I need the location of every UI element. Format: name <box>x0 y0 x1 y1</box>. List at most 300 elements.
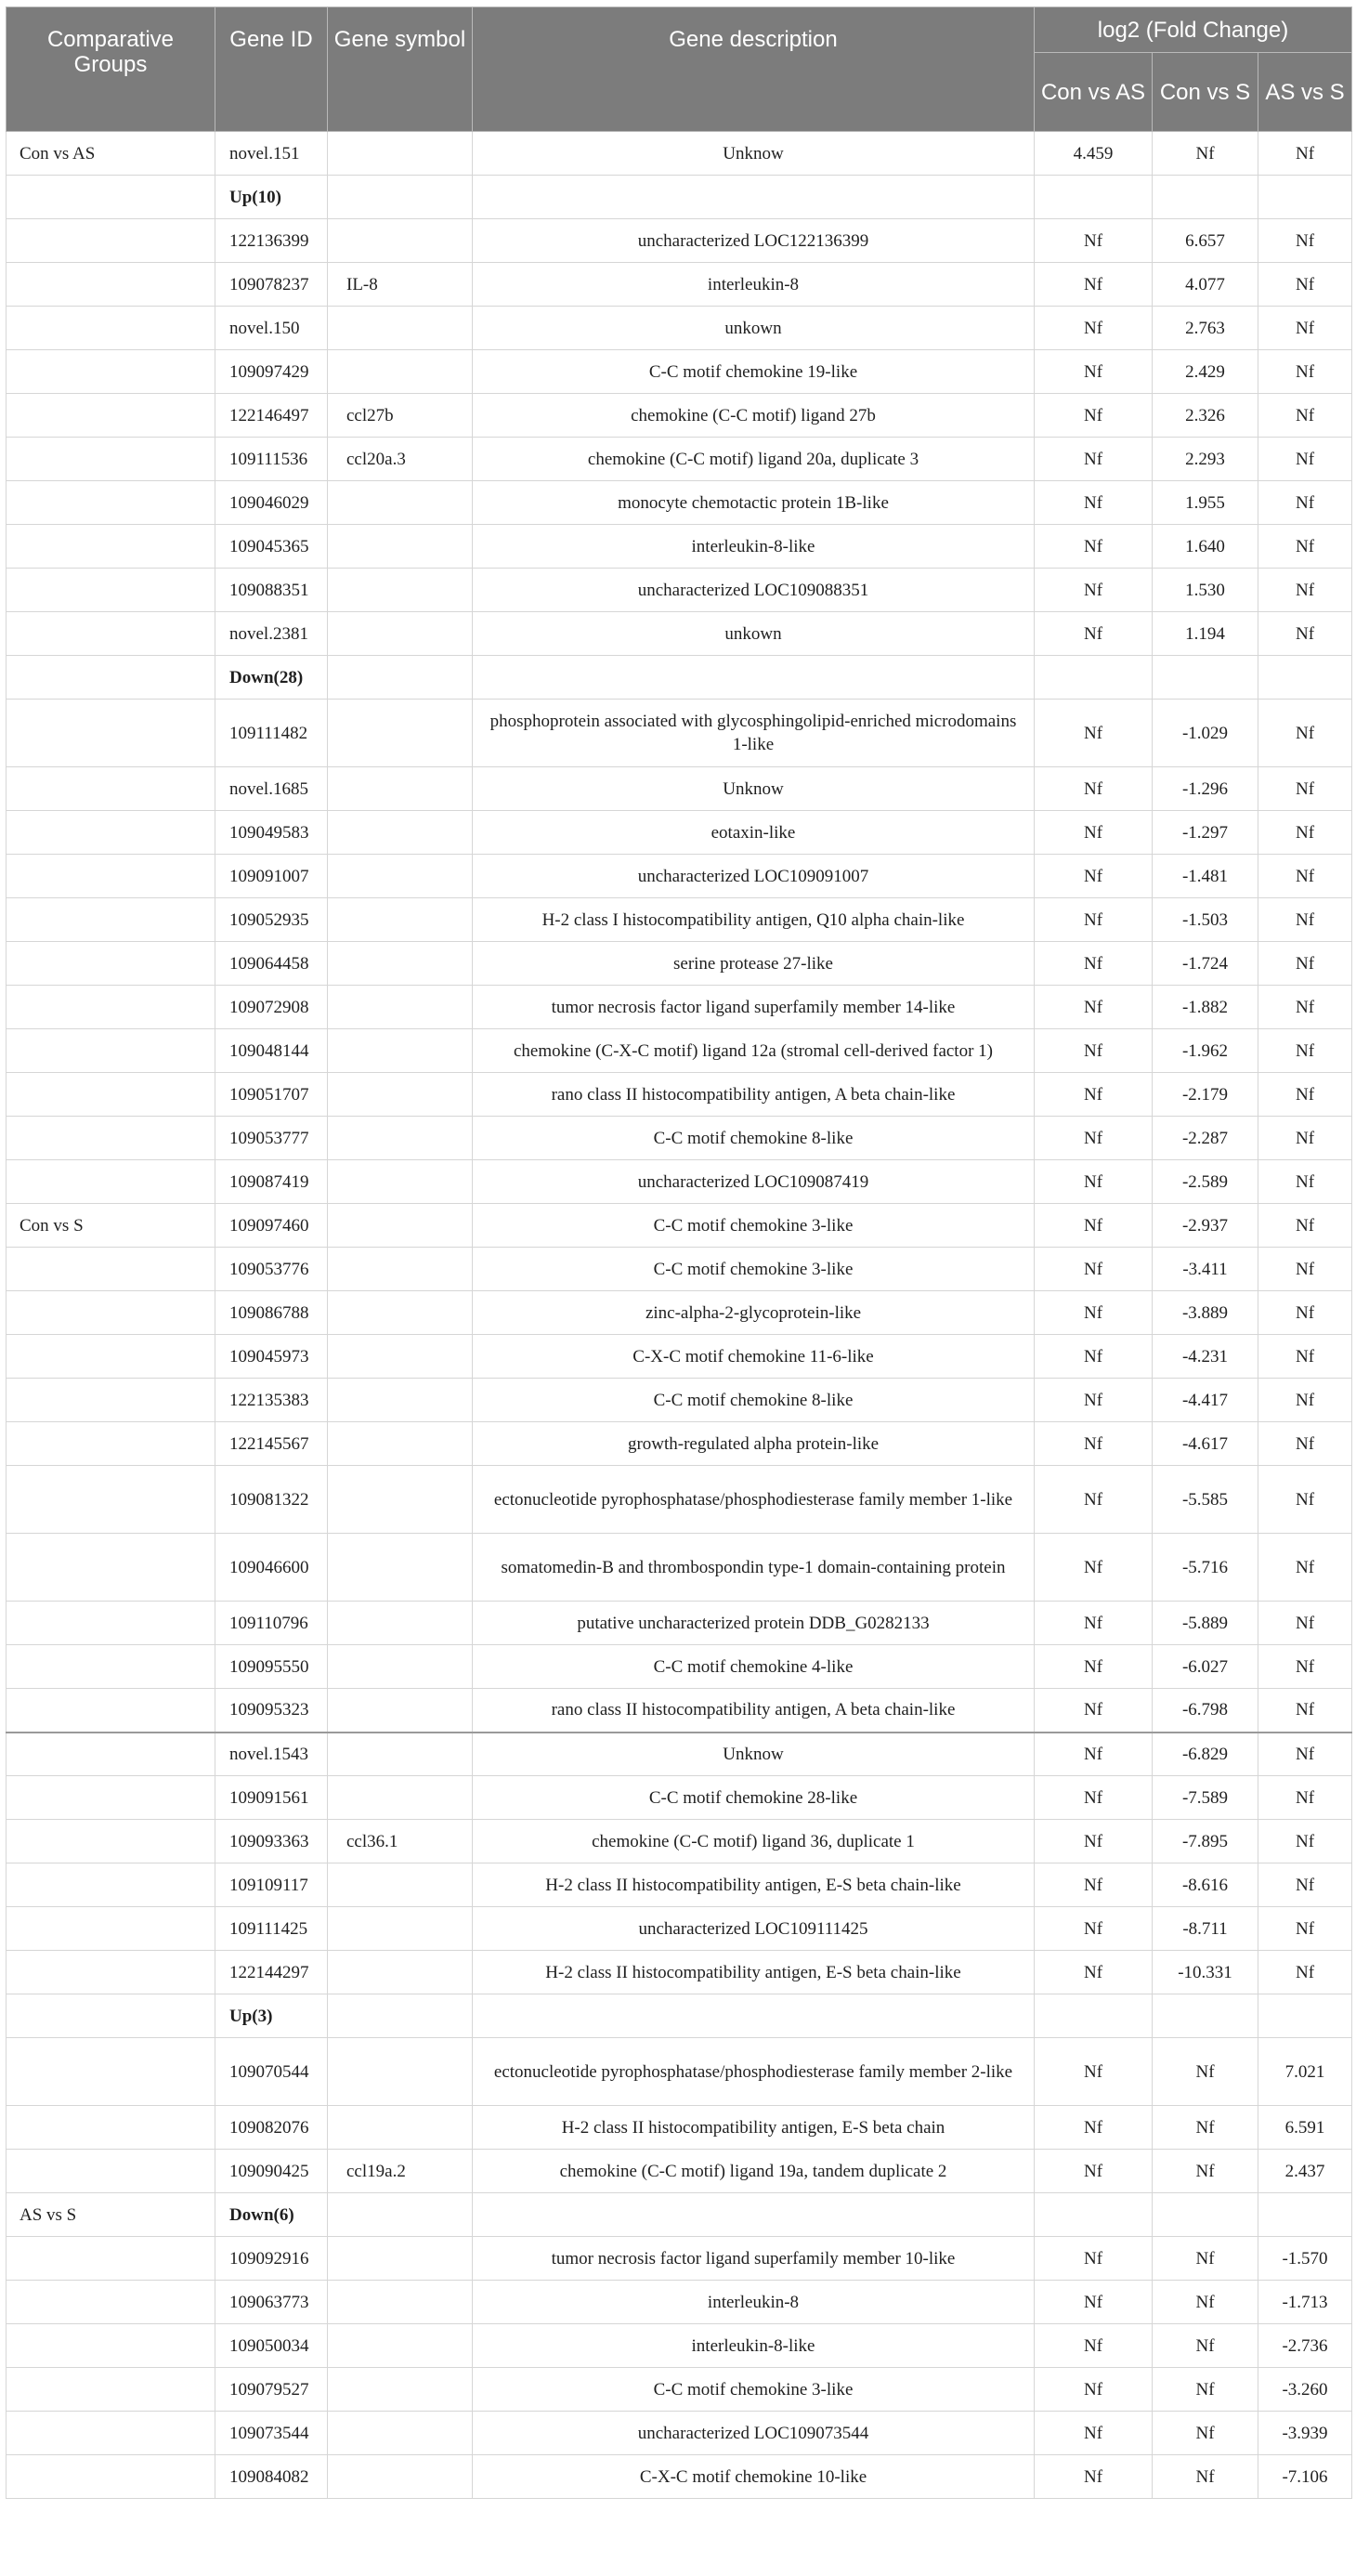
con-vs-s-value: 1.530 <box>1153 569 1258 612</box>
gene-symbol-cell <box>328 2412 473 2455</box>
con-vs-as-value: Nf <box>1035 1645 1153 1689</box>
gene-description-cell: somatomedin-B and thrombospondin type-1 domain-containing protein <box>473 1534 1035 1602</box>
as-vs-s-value: Nf <box>1258 1820 1352 1863</box>
table-row <box>7 525 1352 569</box>
gene-description-cell <box>473 1994 1035 2038</box>
con-vs-s-value: -6.829 <box>1153 1733 1258 1776</box>
gene-symbol-cell <box>328 1534 473 1602</box>
gene-id-cell: 109053776 <box>215 1248 328 1291</box>
gene-description-cell: eotaxin-like <box>473 811 1035 855</box>
con-vs-as-value: Nf <box>1035 350 1153 394</box>
gene-description-cell: C-C motif chemokine 3-like <box>473 2368 1035 2412</box>
comparative-group-cell <box>7 1422 215 1466</box>
comparative-group-cell <box>7 1951 215 1994</box>
con-vs-as-value: Nf <box>1035 1534 1153 1602</box>
con-vs-as-value: Nf <box>1035 394 1153 438</box>
comparative-group-cell <box>7 1907 215 1951</box>
gene-description-cell: interleukin-8 <box>473 2281 1035 2324</box>
table-row <box>7 1204 1352 1248</box>
as-vs-s-value: Nf <box>1258 307 1352 350</box>
as-vs-s-value: Nf <box>1258 1117 1352 1160</box>
comparative-group-cell <box>7 2455 215 2499</box>
con-vs-s-value: 2.763 <box>1153 307 1258 350</box>
as-vs-s-value: Nf <box>1258 132 1352 176</box>
as-vs-s-value: Nf <box>1258 811 1352 855</box>
gene-description-cell: uncharacterized LOC122136399 <box>473 219 1035 263</box>
comparative-group-cell <box>7 2038 215 2106</box>
as-vs-s-value <box>1258 176 1352 219</box>
table-row <box>7 1029 1352 1073</box>
table-row <box>7 898 1352 942</box>
gene-description-cell: interleukin-8-like <box>473 525 1035 569</box>
comparative-group-cell <box>7 219 215 263</box>
gene-description-cell: Unknow <box>473 132 1035 176</box>
gene-id-cell: 109084082 <box>215 2455 328 2499</box>
comparative-group-cell <box>7 394 215 438</box>
comparative-group-cell <box>7 307 215 350</box>
gene-description-cell: growth-regulated alpha protein-like <box>473 1422 1035 1466</box>
as-vs-s-value: Nf <box>1258 1466 1352 1534</box>
table-row <box>7 2106 1352 2150</box>
gene-symbol-cell <box>328 2038 473 2106</box>
table-row <box>7 986 1352 1029</box>
gene-symbol-cell <box>328 1907 473 1951</box>
comparative-group-cell <box>7 1160 215 1204</box>
as-vs-s-value: Nf <box>1258 1733 1352 1776</box>
header-log2-fold-change: log2 (Fold Change) <box>1035 7 1352 53</box>
as-vs-s-value: -1.570 <box>1258 2237 1352 2281</box>
table-row <box>7 263 1352 307</box>
con-vs-s-value: -1.962 <box>1153 1029 1258 1073</box>
con-vs-as-value: Nf <box>1035 811 1153 855</box>
as-vs-s-value: Nf <box>1258 1776 1352 1820</box>
gene-id-cell: Down(28) <box>215 656 328 700</box>
table-row <box>7 2368 1352 2412</box>
gene-id-cell: novel.1543 <box>215 1733 328 1776</box>
gene-description-cell <box>473 2193 1035 2237</box>
table-row <box>7 481 1352 525</box>
con-vs-as-value: Nf <box>1035 1117 1153 1160</box>
as-vs-s-value: Nf <box>1258 1907 1352 1951</box>
gene-description-cell: rano class II histocompatibility antigen, A beta chain-like <box>473 1073 1035 1117</box>
con-vs-s-value: 2.429 <box>1153 350 1258 394</box>
gene-id-cell: novel.2381 <box>215 612 328 656</box>
gene-symbol-cell <box>328 525 473 569</box>
gene-symbol-cell <box>328 1335 473 1379</box>
table-row <box>7 1820 1352 1863</box>
con-vs-as-value: Nf <box>1035 1602 1153 1645</box>
table-row <box>7 1248 1352 1291</box>
gene-id-cell: 122136399 <box>215 219 328 263</box>
comparative-group-cell <box>7 1863 215 1907</box>
gene-id-cell: 109111482 <box>215 700 328 767</box>
gene-description-cell <box>473 176 1035 219</box>
con-vs-s-value: -6.027 <box>1153 1645 1258 1689</box>
con-vs-as-value <box>1035 2193 1153 2237</box>
con-vs-as-value: Nf <box>1035 942 1153 986</box>
con-vs-s-value: 2.293 <box>1153 438 1258 481</box>
as-vs-s-value: Nf <box>1258 1291 1352 1335</box>
gene-description-cell: C-C motif chemokine 8-like <box>473 1117 1035 1160</box>
gene-id-cell: 109049583 <box>215 811 328 855</box>
con-vs-s-value: -4.231 <box>1153 1335 1258 1379</box>
comparative-group-cell <box>7 1776 215 1820</box>
as-vs-s-value: Nf <box>1258 1379 1352 1422</box>
con-vs-as-value: Nf <box>1035 700 1153 767</box>
gene-id-cell: 122135383 <box>215 1379 328 1422</box>
subgroup-row <box>7 2193 1352 2237</box>
gene-description-cell: unkown <box>473 612 1035 656</box>
subgroup-row <box>7 176 1352 219</box>
gene-id-cell: 109097429 <box>215 350 328 394</box>
gene-symbol-cell <box>328 2106 473 2150</box>
con-vs-as-value: Nf <box>1035 1951 1153 1994</box>
gene-description-cell: serine protease 27-like <box>473 942 1035 986</box>
gene-id-cell: Up(3) <box>215 1994 328 2038</box>
con-vs-s-value: -7.589 <box>1153 1776 1258 1820</box>
con-vs-s-value: -3.889 <box>1153 1291 1258 1335</box>
gene-id-cell: 109111425 <box>215 1907 328 1951</box>
gene-symbol-cell <box>328 1379 473 1422</box>
as-vs-s-value <box>1258 656 1352 700</box>
table-row <box>7 1466 1352 1534</box>
gene-description-cell: ectonucleotide pyrophosphatase/phosphodiesterase family member 2-like <box>473 2038 1035 2106</box>
table-row <box>7 1534 1352 1602</box>
table-row <box>7 767 1352 811</box>
gene-description-cell: H-2 class II histocompatibility antigen, E-S beta chain-like <box>473 1863 1035 1907</box>
gene-id-cell: 109052935 <box>215 898 328 942</box>
con-vs-as-value: Nf <box>1035 1160 1153 1204</box>
table-row <box>7 219 1352 263</box>
comparative-group-cell <box>7 1029 215 1073</box>
con-vs-s-value: Nf <box>1153 2106 1258 2150</box>
gene-id-cell: 109110796 <box>215 1602 328 1645</box>
gene-description-cell: uncharacterized LOC109088351 <box>473 569 1035 612</box>
comparative-group-cell <box>7 2368 215 2412</box>
comparative-group-cell <box>7 2324 215 2368</box>
comparative-group-cell <box>7 2281 215 2324</box>
gene-id-cell: 109109117 <box>215 1863 328 1907</box>
as-vs-s-value: Nf <box>1258 481 1352 525</box>
gene-id-cell: 109079527 <box>215 2368 328 2412</box>
gene-symbol-cell <box>328 1689 473 1733</box>
gene-description-cell <box>473 656 1035 700</box>
con-vs-as-value: Nf <box>1035 2368 1153 2412</box>
as-vs-s-value: -2.736 <box>1258 2324 1352 2368</box>
gene-symbol-cell: ccl20a.3 <box>328 438 473 481</box>
con-vs-as-value: Nf <box>1035 2150 1153 2193</box>
gene-description-cell: ectonucleotide pyrophosphatase/phosphodiesterase family member 1-like <box>473 1466 1035 1534</box>
gene-symbol-cell <box>328 307 473 350</box>
gene-symbol-cell <box>328 2193 473 2237</box>
gene-description-cell: C-C motif chemokine 3-like <box>473 1204 1035 1248</box>
con-vs-as-value: Nf <box>1035 986 1153 1029</box>
gene-id-cell: 109073544 <box>215 2412 328 2455</box>
con-vs-as-value: Nf <box>1035 1422 1153 1466</box>
gene-description-cell: chemokine (C-C motif) ligand 20a, duplicate 3 <box>473 438 1035 481</box>
gene-id-cell: 109090425 <box>215 2150 328 2193</box>
table-row <box>7 1776 1352 1820</box>
gene-symbol-cell <box>328 2237 473 2281</box>
table-row <box>7 1073 1352 1117</box>
con-vs-as-value: Nf <box>1035 1689 1153 1733</box>
con-vs-as-value: Nf <box>1035 1248 1153 1291</box>
as-vs-s-value <box>1258 2193 1352 2237</box>
gene-description-cell: tumor necrosis factor ligand superfamily member 14-like <box>473 986 1035 1029</box>
con-vs-as-value: Nf <box>1035 569 1153 612</box>
gene-symbol-cell <box>328 942 473 986</box>
con-vs-s-value: Nf <box>1153 2038 1258 2106</box>
con-vs-as-value: Nf <box>1035 2281 1153 2324</box>
gene-description-cell: H-2 class I histocompatibility antigen, Q10 alpha chain-like <box>473 898 1035 942</box>
as-vs-s-value: Nf <box>1258 1335 1352 1379</box>
comparative-group-cell <box>7 481 215 525</box>
table-row <box>7 1422 1352 1466</box>
gene-symbol-cell <box>328 811 473 855</box>
gene-symbol-cell <box>328 481 473 525</box>
as-vs-s-value: Nf <box>1258 700 1352 767</box>
header-con-vs-s: Con vs S <box>1153 53 1258 132</box>
comparative-group-cell <box>7 767 215 811</box>
gene-description-cell: interleukin-8 <box>473 263 1035 307</box>
gene-description-cell: C-X-C motif chemokine 10-like <box>473 2455 1035 2499</box>
comparative-group-cell <box>7 700 215 767</box>
gene-id-cell: Down(6) <box>215 2193 328 2237</box>
gene-symbol-cell <box>328 1422 473 1466</box>
con-vs-as-value: Nf <box>1035 1466 1153 1534</box>
comparative-group-cell <box>7 438 215 481</box>
table-row <box>7 1907 1352 1951</box>
con-vs-as-value: Nf <box>1035 2412 1153 2455</box>
con-vs-s-value: -6.798 <box>1153 1689 1258 1733</box>
gene-id-cell: 109046600 <box>215 1534 328 1602</box>
as-vs-s-value: Nf <box>1258 767 1352 811</box>
con-vs-s-value: -1.503 <box>1153 898 1258 942</box>
gene-symbol-cell <box>328 1863 473 1907</box>
table-row <box>7 1160 1352 1204</box>
con-vs-s-value: -1.882 <box>1153 986 1258 1029</box>
con-vs-s-value: -1.724 <box>1153 942 1258 986</box>
gene-symbol-cell <box>328 1248 473 1291</box>
con-vs-s-value: -8.616 <box>1153 1863 1258 1907</box>
con-vs-as-value: Nf <box>1035 438 1153 481</box>
con-vs-s-value: Nf <box>1153 132 1258 176</box>
as-vs-s-value: Nf <box>1258 394 1352 438</box>
gene-description-cell: rano class II histocompatibility antigen, A beta chain-like <box>473 1689 1035 1733</box>
gene-description-cell: tumor necrosis factor ligand superfamily member 10-like <box>473 2237 1035 2281</box>
gene-symbol-cell <box>328 132 473 176</box>
as-vs-s-value: Nf <box>1258 1029 1352 1073</box>
comparative-group-cell <box>7 2412 215 2455</box>
table-row <box>7 438 1352 481</box>
con-vs-as-value: Nf <box>1035 2324 1153 2368</box>
gene-symbol-cell <box>328 1029 473 1073</box>
con-vs-s-value: -7.895 <box>1153 1820 1258 1863</box>
con-vs-s-value: -1.481 <box>1153 855 1258 898</box>
comparative-group-cell: Con vs AS <box>7 132 215 176</box>
con-vs-s-value: Nf <box>1153 2150 1258 2193</box>
gene-symbol-cell: ccl27b <box>328 394 473 438</box>
header-con-vs-as: Con vs AS <box>1035 53 1153 132</box>
as-vs-s-value: Nf <box>1258 1645 1352 1689</box>
gene-id-cell: 109046029 <box>215 481 328 525</box>
gene-symbol-cell: ccl36.1 <box>328 1820 473 1863</box>
con-vs-as-value: Nf <box>1035 481 1153 525</box>
con-vs-as-value: Nf <box>1035 1733 1153 1776</box>
comparative-group-cell <box>7 986 215 1029</box>
table-row <box>7 1379 1352 1422</box>
con-vs-as-value: Nf <box>1035 2106 1153 2150</box>
gene-description-cell: C-C motif chemokine 19-like <box>473 350 1035 394</box>
con-vs-s-value: Nf <box>1153 2368 1258 2412</box>
table-row <box>7 855 1352 898</box>
gene-id-cell: 109097460 <box>215 1204 328 1248</box>
as-vs-s-value: Nf <box>1258 942 1352 986</box>
gene-description-cell: chemokine (C-C motif) ligand 19a, tandem duplicate 2 <box>473 2150 1035 2193</box>
con-vs-as-value: Nf <box>1035 612 1153 656</box>
con-vs-as-value <box>1035 1994 1153 2038</box>
as-vs-s-value: -3.260 <box>1258 2368 1352 2412</box>
table-row <box>7 350 1352 394</box>
con-vs-as-value: Nf <box>1035 263 1153 307</box>
con-vs-as-value: Nf <box>1035 307 1153 350</box>
gene-id-cell: 122145567 <box>215 1422 328 1466</box>
table-row <box>7 394 1352 438</box>
gene-description-cell: interleukin-8-like <box>473 2324 1035 2368</box>
con-vs-as-value: Nf <box>1035 898 1153 942</box>
con-vs-s-value: Nf <box>1153 2455 1258 2499</box>
comparative-group-cell <box>7 1820 215 1863</box>
table-row <box>7 2038 1352 2106</box>
table-row <box>7 1117 1352 1160</box>
gene-id-cell: novel.151 <box>215 132 328 176</box>
table-row <box>7 942 1352 986</box>
con-vs-as-value: Nf <box>1035 1379 1153 1422</box>
as-vs-s-value: Nf <box>1258 898 1352 942</box>
con-vs-s-value: -1.296 <box>1153 767 1258 811</box>
gene-id-cell: 109064458 <box>215 942 328 986</box>
gene-id-cell: 109087419 <box>215 1160 328 1204</box>
con-vs-s-value <box>1153 1994 1258 2038</box>
gene-description-cell: H-2 class II histocompatibility antigen, E-S beta chain <box>473 2106 1035 2150</box>
con-vs-s-value: -4.417 <box>1153 1379 1258 1422</box>
gene-symbol-cell <box>328 1204 473 1248</box>
gene-id-cell: 109053777 <box>215 1117 328 1160</box>
as-vs-s-value: Nf <box>1258 438 1352 481</box>
gene-id-cell: 109063773 <box>215 2281 328 2324</box>
table-body <box>7 132 1352 2499</box>
comparative-group-cell <box>7 525 215 569</box>
con-vs-as-value: Nf <box>1035 1291 1153 1335</box>
table-row <box>7 132 1352 176</box>
gene-description-cell: uncharacterized LOC109073544 <box>473 2412 1035 2455</box>
as-vs-s-value: Nf <box>1258 1073 1352 1117</box>
gene-symbol-cell <box>328 1073 473 1117</box>
as-vs-s-value: Nf <box>1258 1204 1352 1248</box>
gene-id-cell: 109081322 <box>215 1466 328 1534</box>
con-vs-as-value: Nf <box>1035 767 1153 811</box>
gene-symbol-cell <box>328 1466 473 1534</box>
con-vs-as-value: Nf <box>1035 1335 1153 1379</box>
header-as-vs-s: AS vs S <box>1258 53 1352 132</box>
con-vs-s-value: 4.077 <box>1153 263 1258 307</box>
gene-id-cell: 109078237 <box>215 263 328 307</box>
comparative-group-cell <box>7 1733 215 1776</box>
as-vs-s-value: Nf <box>1258 219 1352 263</box>
as-vs-s-value: -3.939 <box>1258 2412 1352 2455</box>
as-vs-s-value: Nf <box>1258 986 1352 1029</box>
con-vs-s-value: -8.711 <box>1153 1907 1258 1951</box>
comparative-group-cell <box>7 1994 215 2038</box>
as-vs-s-value: Nf <box>1258 1863 1352 1907</box>
con-vs-s-value: -10.331 <box>1153 1951 1258 1994</box>
as-vs-s-value: Nf <box>1258 1248 1352 1291</box>
gene-id-cell: 109088351 <box>215 569 328 612</box>
as-vs-s-value: -1.713 <box>1258 2281 1352 2324</box>
gene-description-cell: chemokine (C-C motif) ligand 36, duplicate 1 <box>473 1820 1035 1863</box>
table-row <box>7 1951 1352 1994</box>
gene-id-cell: 109086788 <box>215 1291 328 1335</box>
gene-id-cell: 109091007 <box>215 855 328 898</box>
table-row <box>7 2281 1352 2324</box>
gene-id-cell: 109082076 <box>215 2106 328 2150</box>
table-row <box>7 1863 1352 1907</box>
comparative-group-cell <box>7 2150 215 2193</box>
con-vs-s-value <box>1153 656 1258 700</box>
con-vs-s-value: -3.411 <box>1153 1248 1258 1291</box>
con-vs-s-value <box>1153 2193 1258 2237</box>
comparative-group-cell <box>7 1534 215 1602</box>
con-vs-as-value: Nf <box>1035 2237 1153 2281</box>
con-vs-as-value: Nf <box>1035 1204 1153 1248</box>
con-vs-as-value: Nf <box>1035 855 1153 898</box>
gene-symbol-cell <box>328 1117 473 1160</box>
header-gene-description: Gene description <box>473 7 1035 132</box>
table-row <box>7 1645 1352 1689</box>
gene-symbol-cell <box>328 2368 473 2412</box>
con-vs-s-value: -2.179 <box>1153 1073 1258 1117</box>
as-vs-s-value: Nf <box>1258 263 1352 307</box>
as-vs-s-value: Nf <box>1258 525 1352 569</box>
table-row <box>7 1733 1352 1776</box>
as-vs-s-value: Nf <box>1258 612 1352 656</box>
gene-id-cell: 109093363 <box>215 1820 328 1863</box>
comparative-group-cell <box>7 942 215 986</box>
gene-id-cell: 109070544 <box>215 2038 328 2106</box>
gene-symbol-cell <box>328 350 473 394</box>
gene-symbol-cell <box>328 1160 473 1204</box>
comparative-group-cell <box>7 1379 215 1422</box>
gene-description-cell: chemokine (C-X-C motif) ligand 12a (stromal cell-derived factor 1) <box>473 1029 1035 1073</box>
comparative-group-cell <box>7 811 215 855</box>
comparative-group-cell <box>7 612 215 656</box>
table-row <box>7 2324 1352 2368</box>
table-row <box>7 1689 1352 1733</box>
comparative-group-cell <box>7 656 215 700</box>
gene-symbol-cell: ccl19a.2 <box>328 2150 473 2193</box>
gene-symbol-cell <box>328 1291 473 1335</box>
con-vs-as-value: Nf <box>1035 1907 1153 1951</box>
table-row <box>7 612 1352 656</box>
con-vs-s-value: Nf <box>1153 2237 1258 2281</box>
gene-description-cell: Unknow <box>473 1733 1035 1776</box>
con-vs-s-value: 6.657 <box>1153 219 1258 263</box>
gene-symbol-cell <box>328 1733 473 1776</box>
comparative-group-cell <box>7 569 215 612</box>
gene-id-cell: 109045973 <box>215 1335 328 1379</box>
gene-id-cell: 109072908 <box>215 986 328 1029</box>
as-vs-s-value: Nf <box>1258 1951 1352 1994</box>
